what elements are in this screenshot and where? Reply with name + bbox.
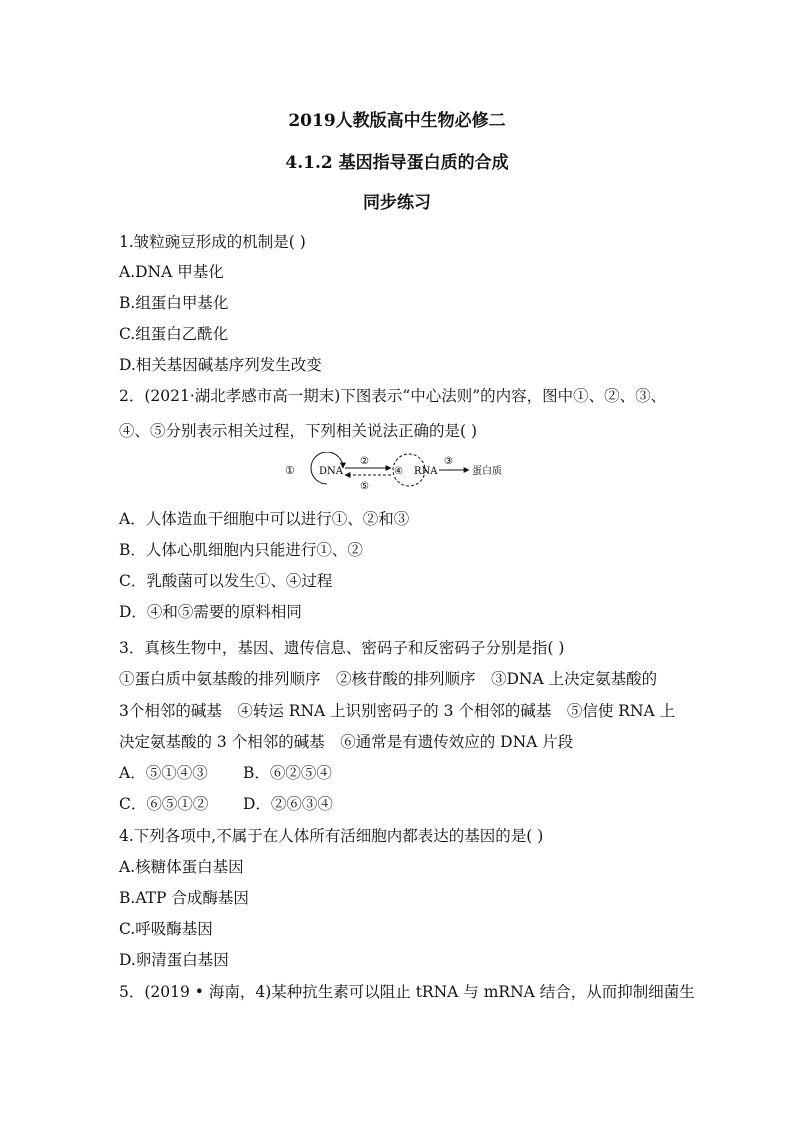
diagram-label-3: ③ (444, 456, 453, 467)
q4-option-a: A.核糖体蛋白基因 (119, 858, 244, 876)
diagram-label-1: ① (285, 464, 295, 477)
q2-option-a: A．人体造血干细胞中可以进行①、②和③ (119, 510, 410, 528)
q2-stem-line1: 2．(2021·湖北孝感市高一期末)下图表示“中心法则”的内容，图中①、②、③、 (119, 387, 667, 405)
diagram-label-4: ④ (394, 466, 403, 477)
q3-option-c: C．⑥⑤①② (119, 795, 209, 813)
q3-option-a: A．⑤①④③ (119, 764, 208, 782)
q4-option-b: B.ATP 合成酶基因 (119, 889, 249, 907)
q2-option-c: C．乳酸菌可以发生①、④过程 (119, 572, 333, 590)
diagram-rna: RNA (414, 466, 438, 477)
q3-option-d: D．②⑥③④ (243, 795, 333, 813)
q5-stem: 5．(2019 • 海南，4)某种抗生素可以阻止 tRNA 与 mRNA 结合，从而抑制细菌生 (119, 983, 695, 1001)
diagram-label-5: ⑤ (360, 481, 369, 492)
diagram-dna: DNA (319, 466, 343, 477)
q1-option-a: A.DNA 甲基化 (119, 263, 224, 281)
q1-stem: 1.皱粒豌豆形成的机制是( ) (119, 233, 306, 251)
q2-stem-line2: ④、⑤分别表示相关过程，下列相关说法正确的是( ) (119, 422, 478, 440)
q1-option-b: B.组蛋白甲基化 (119, 294, 229, 312)
central-dogma-diagram (283, 452, 523, 492)
q3-stem: 3．真核生物中，基因、遗传信息、密码子和反密码子分别是指( ) (119, 639, 565, 657)
q4-stem: 4.下列各项中,不属于在人体所有活细胞内都表达的基因的是( ) (119, 827, 544, 845)
practice-title: 同步练习 (363, 193, 431, 213)
diagram-protein: 蛋白质 (472, 466, 502, 477)
diagram-label-2: ② (360, 456, 369, 467)
q3-statement-line3: 决定氨基酸的 3 个相邻的碱基 ⑥通常是有遗传效应的 DNA 片段 (119, 733, 574, 751)
q4-option-c: C.呼吸酶基因 (119, 920, 213, 938)
q4-option-d: D.卵清蛋白基因 (119, 951, 229, 969)
q2-option-b: B．人体心肌细胞内只能进行①、② (119, 541, 363, 559)
q3-statement-line2: 3个相邻的碱基 ④转运 RNA 上识别密码子的 3 个相邻的碱基 ⑤信使 RNA 上 (119, 702, 676, 720)
q3-statement-line1: ①蛋白质中氨基酸的排列顺序 ②核苷酸的排列顺序 ③DNA 上决定氨基酸的 (119, 670, 658, 688)
q1-option-d: D.相关基因碱基序列发生改变 (119, 356, 322, 374)
q2-option-d: D．④和⑤需要的原料相同 (119, 603, 302, 621)
q1-option-c: C.组蛋白乙酰化 (119, 325, 229, 343)
section-title: 4.1.2 基因指导蛋白质的合成 (285, 153, 509, 173)
q3-option-b: B．⑥②⑤④ (243, 764, 332, 782)
doc-title: 2019人教版高中生物必修二 (288, 111, 506, 131)
